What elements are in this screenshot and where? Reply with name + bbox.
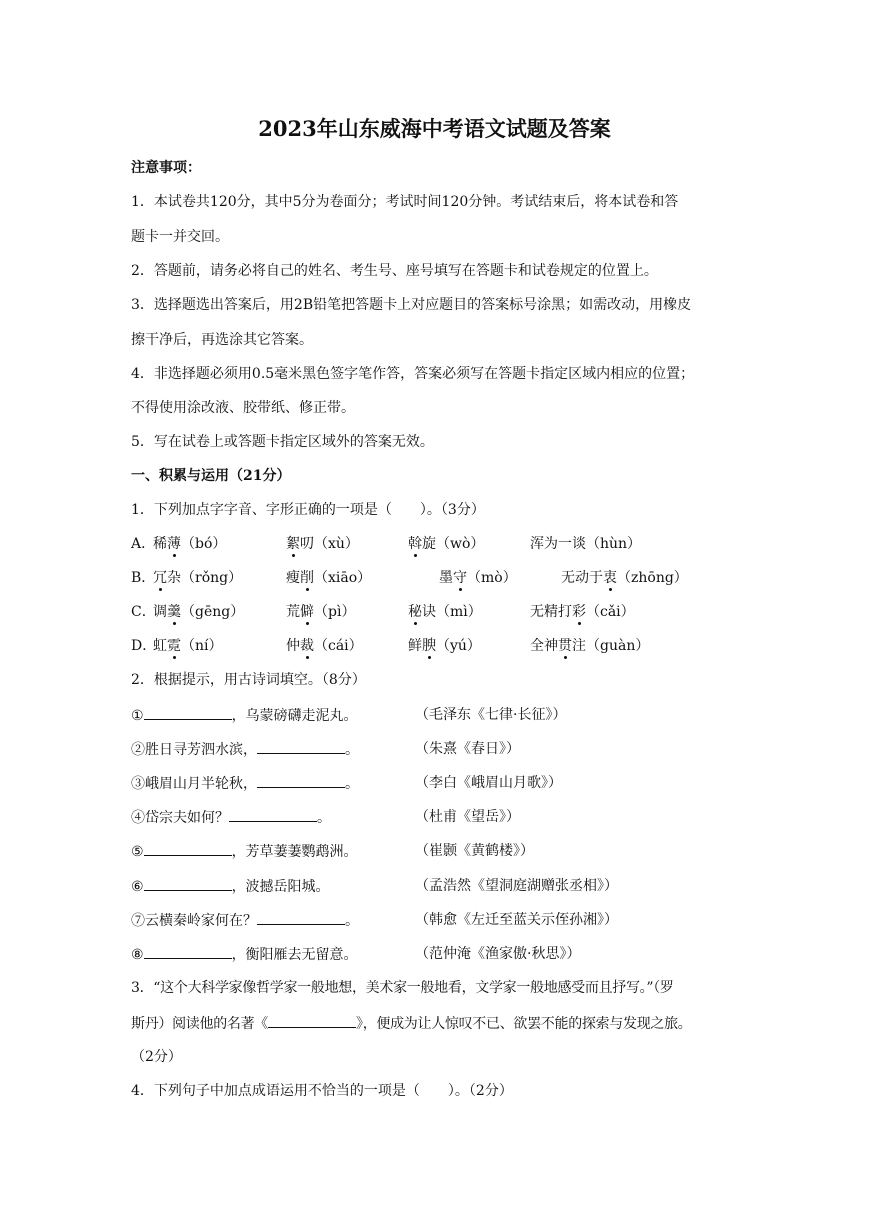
option-word: 斡旋（wò） xyxy=(408,536,485,552)
notice-item-4a: 4．非选择题必须用0.5毫米黑色签字笔作答，答案必须写在答题卡指定区域内相应的位置； xyxy=(131,366,695,382)
answer-blank[interactable] xyxy=(268,1013,356,1028)
poem-source: （杜甫《望岳》） xyxy=(415,809,520,825)
answer-blank[interactable] xyxy=(229,807,317,822)
q4-stem: 4．下列句子中加点成语运用不恰当的一项是（ ）。（2分） xyxy=(131,1083,513,1099)
answer-blank[interactable] xyxy=(257,910,345,925)
poem-source: （李白《峨眉山月歌》） xyxy=(415,775,562,791)
option-word: 荒僻（pì） xyxy=(286,604,356,620)
notice-heading: 注意事项： xyxy=(131,160,201,176)
answer-blank[interactable] xyxy=(144,944,232,959)
notice-item-1b: 题卡一并交回。 xyxy=(131,229,229,245)
option-word: 调羹（gēng） xyxy=(153,604,245,620)
option-word: 絮叨（xù） xyxy=(286,536,359,552)
answer-blank[interactable] xyxy=(257,739,345,754)
notice-item-5: 5．写在试卷上或答题卡指定区域外的答案无效。 xyxy=(131,434,434,450)
poem-line: ③峨眉山月半轮秋， 。 xyxy=(131,773,359,794)
poem-source: （崔颢《黄鹤楼》） xyxy=(415,843,534,859)
notice-item-1a: 1．本试卷共120分，其中5分为卷面分；考试时间120分钟。考试结束后，将本试卷和答 xyxy=(131,194,679,210)
option-word: 仲裁（cái） xyxy=(286,638,363,654)
answer-blank[interactable] xyxy=(144,841,232,856)
poem-line: ⑧ ，衡阳雁去无留意。 xyxy=(131,944,358,965)
poem-line: ① ，乌蒙磅礴走泥丸。 xyxy=(131,705,358,726)
poem-line: ②胜日寻芳泗水滨， 。 xyxy=(131,739,359,760)
option-word: 无精打彩（cǎi） xyxy=(530,604,635,620)
poem-line: ④岱宗夫如何？ 。 xyxy=(131,807,331,828)
notice-item-3b: 擦干净后，再选涂其它答案。 xyxy=(131,332,313,348)
answer-blank[interactable] xyxy=(257,773,345,788)
poem-line: ⑥ ，波撼岳阳城。 xyxy=(131,876,330,897)
q3-line-1: 3．“这个大科学家像哲学家一般地想，美术家一般地看，文学家一般地感受而且抒写。”（罗 xyxy=(131,980,674,996)
poem-source: （毛泽东《七律·长征》） xyxy=(415,707,567,723)
q1-stem: 1．下列加点字字音、字形正确的一项是（ ）。（3分） xyxy=(131,502,485,518)
option-word: 墨守（mò） xyxy=(439,570,517,586)
option-word: 秘诀（mì） xyxy=(408,604,482,620)
option-word: 冗杂（rǒng） xyxy=(153,570,243,586)
notice-item-3a: 3．选择题选出答案后，用2B铅笔把答题卡上对应题目的答案标号涂黑；如需改动，用橡皮 xyxy=(131,297,692,313)
answer-blank[interactable] xyxy=(144,705,232,720)
q3-line-2: 斯丹）阅读他的名著《 》，便成为让人惊叹不已、欲罢不能的探索与发现之旅。 xyxy=(131,1013,692,1034)
poem-line: ⑦云横秦岭家何在？ 。 xyxy=(131,910,359,931)
section-heading: 一、积累与运用（21分） xyxy=(131,468,291,484)
option-word: 虹霓（ní） xyxy=(153,638,223,654)
poem-source: （范仲淹《渔家傲·秋思》） xyxy=(415,946,581,962)
notice-item-4b: 不得使用涂改液、胶带纸、修正带。 xyxy=(131,400,355,416)
option-label: D． xyxy=(131,638,157,654)
option-word: 全神贯注（guàn） xyxy=(530,638,650,654)
option-word: 鲜腴（yú） xyxy=(408,638,481,654)
q2-stem: 2．根据提示，用古诗词填空。（8分） xyxy=(131,672,366,688)
option-label: B． xyxy=(131,570,156,586)
poem-line: ⑤ ，芳草萋萋鹦鹉洲。 xyxy=(131,841,358,862)
poem-source: （朱熹《春日》） xyxy=(415,741,520,757)
option-label: A． xyxy=(131,536,156,552)
option-word: 瘦削（xiāo） xyxy=(286,570,372,586)
option-word: 无动于衷（zhōng） xyxy=(561,570,688,586)
poem-source: （孟浩然《望洞庭湖赠张丞相》） xyxy=(415,878,618,894)
option-word: 浑为一谈（hùn） xyxy=(530,536,642,552)
option-label: C． xyxy=(131,604,156,620)
poem-source: （韩愈《左迁至蓝关示侄孙湘》） xyxy=(415,912,618,928)
q3-line-3: （2分） xyxy=(131,1049,182,1065)
page-title: 2023年山东威海中考语文试题及答案 xyxy=(258,116,611,141)
notice-item-2: 2．答题前，请务必将自己的姓名、考生号、座号填写在答题卡和试卷规定的位置上。 xyxy=(131,263,658,279)
answer-blank[interactable] xyxy=(144,876,232,891)
option-word: 稀薄（bó） xyxy=(153,536,227,552)
